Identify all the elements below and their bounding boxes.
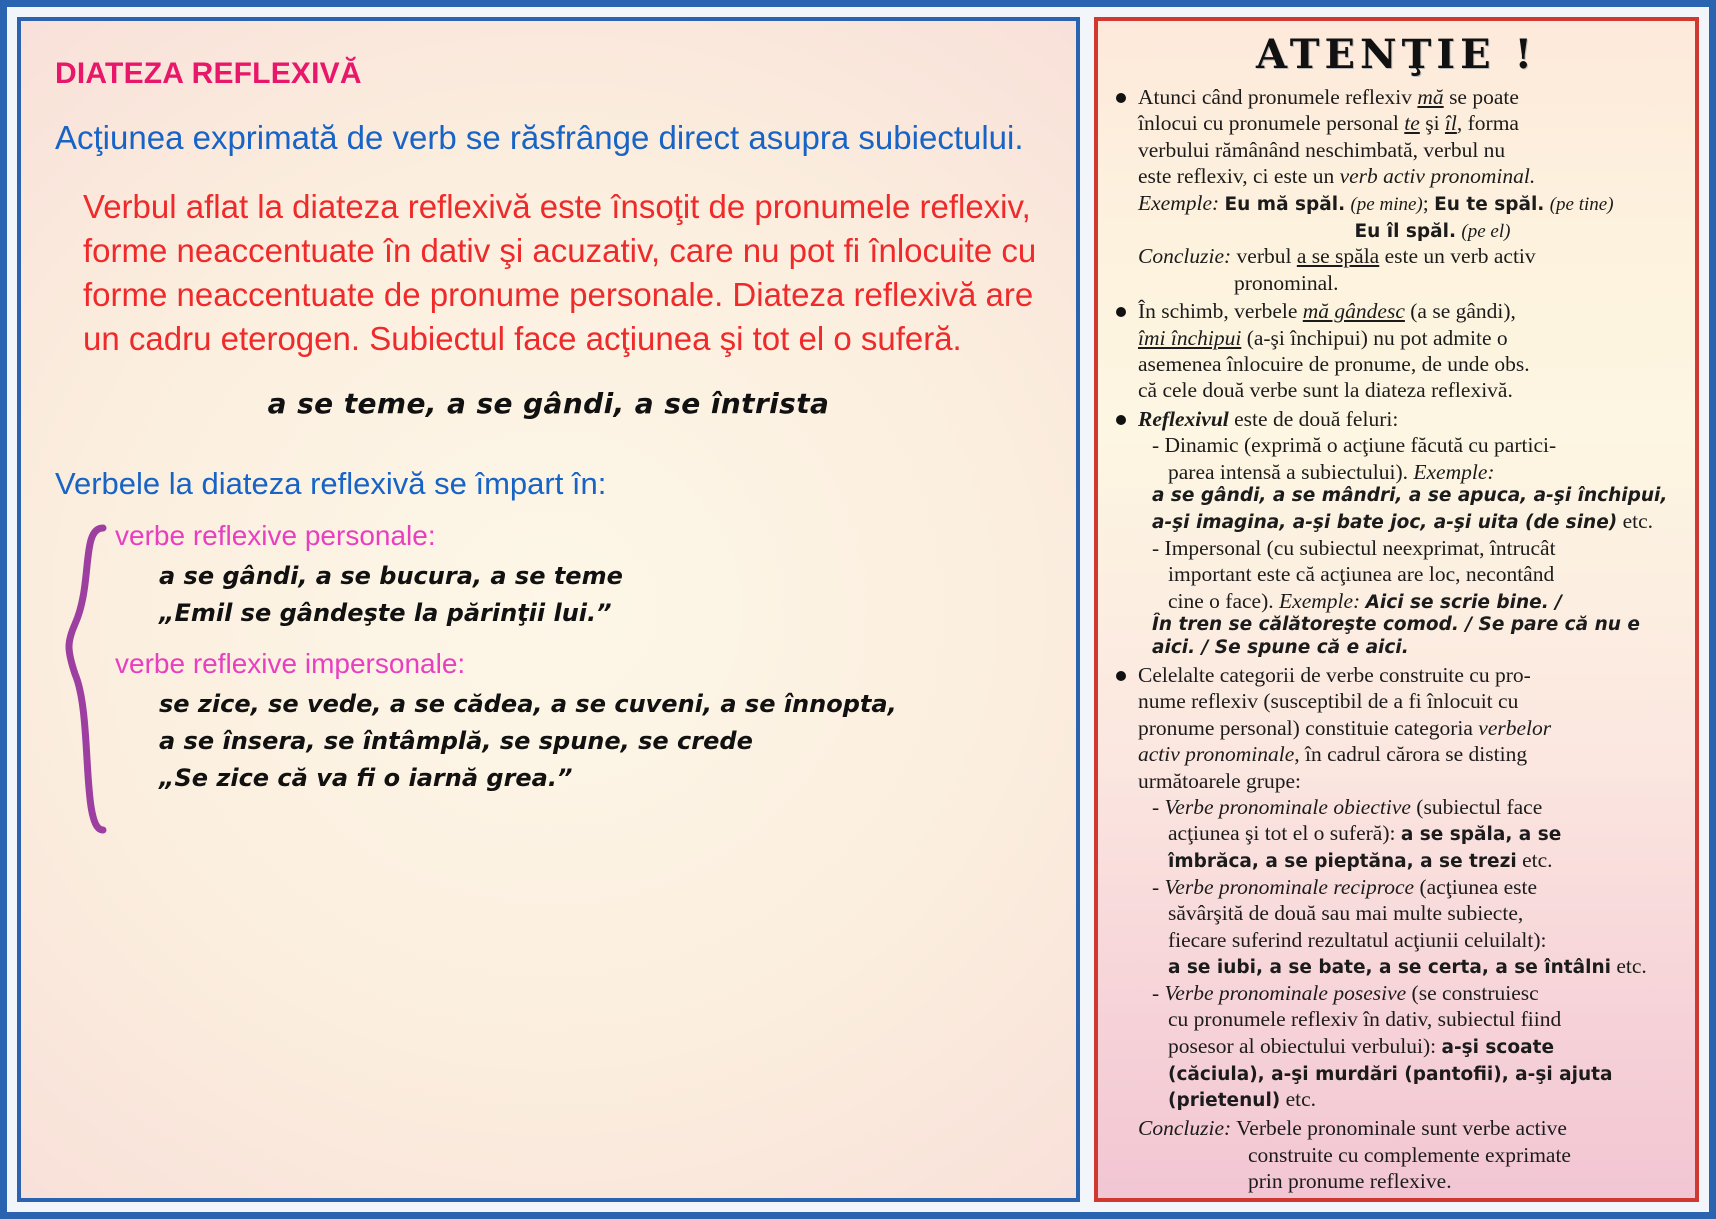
category-items-personal [159,558,1042,632]
text-run: (se construiesc [1406,981,1539,1005]
note-line: - Impersonal (cu subiectul neexprimat, întrucât [1152,535,1556,560]
note-line: construite cu complemente exprimate [1248,1142,1571,1167]
attention-notes [1112,84,1681,1194]
text-run: (acţiunea este [1414,874,1538,899]
text-run: este un verb activ [1379,244,1536,269]
note-line [1138,741,1681,767]
text-run: se poate [1443,85,1519,109]
note-line [1138,953,1681,980]
text-run-italic: - Verbe pronominale posesive [1152,981,1407,1005]
example-text: Eu îl spăl. [1354,220,1457,242]
text-run: şi [1419,111,1445,136]
note-line [1138,325,1681,351]
note-line [1138,1033,1681,1060]
conclusion-label: Concluzie: [1138,244,1232,269]
text-run-italic: activ pronominale [1138,742,1295,767]
text-run-italic: Reflexivul [1138,406,1229,431]
example-text: Eu te spăl. [1434,193,1545,215]
category-label-personal: verbe reflexive personale: [115,519,436,551]
note-line: prin pronume reflexive. [1248,1169,1452,1193]
definition-paragraph: Verbul aflat la diateza reflexivă este însoţit de pronumele reflexiv, forme neaccentuate în dativ şi acuzativ, care nu pot fi înlocuite cu forme neaccentuate de pronume personale. Diateza reflexivă are un cadru eterogen. Subiectul face acţiunea şi tot el o suferă. [83,188,1037,357]
text-run-italic: mă [1417,85,1444,109]
final-conclusion [1112,1115,1681,1194]
text-run-italic: Exemple: [1279,588,1361,613]
note-bullet-3 [1112,406,1681,660]
text-run: este reflexiv, ci este un [1138,164,1340,189]
categories-group [55,520,1042,798]
curly-brace-icon [63,524,109,834]
note-line: că cele două verbe sunt la diateza reflexivă. [1138,378,1513,403]
note-line [1138,715,1681,741]
subtitle: Verbele la diateza reflexivă se împart în: [55,465,607,501]
left-panel [17,17,1080,1202]
text-run: cine o face). [1168,588,1280,613]
category-items-impersonal [159,686,1042,798]
page-title: DIATEZA REFLEXIVĂ [55,57,362,90]
note-line [1138,110,1681,136]
list-item: a se însera, se întâmplă, se spune, se crede [159,727,753,756]
text-run: , în cadrul cărora se disting [1294,742,1528,767]
text-run-italic: Exemple: [1413,459,1495,484]
note-bullet-2 [1112,298,1681,404]
text-run: parea intensă a subiectului). [1168,459,1414,484]
text-run-bold: îmbrăca, a se pieptăna, a se trezi [1168,851,1517,873]
note-line [1138,794,1681,820]
note-line: Celelalte categorii de verbe construite cu pro- [1138,662,1531,687]
note-line [1138,1115,1681,1141]
text-run-italic: - Verbe pronominale obiective [1152,795,1411,819]
note-line: - Dinamic (exprimă o acţiune făcută cu partici- [1152,433,1557,458]
note-line: a se gândi, a se mândri, a se apuca, a-şi închipui, [1152,485,1668,507]
note-line [1138,1086,1681,1113]
list-item: „Se zice că va fi o iarnă grea.” [159,764,573,793]
text-run: (a-şi închipui) nu pot admite o [1241,325,1508,350]
example-gloss: (pe mine) [1350,193,1423,215]
note-line: cu pronumele reflexiv în dativ, subiectul fiind [1168,1007,1562,1032]
note-bullet-4 [1112,662,1681,1113]
text-run-bold: (prietenul) [1168,1090,1281,1112]
note-line: fiecare suferind rezultatul acţiunii celuilalt): [1168,927,1547,952]
note-line [1138,508,1681,535]
note-line: verbului rămânând neschimbată, verbul nu [1138,137,1506,162]
text-run-italic: verb activ pronominal. [1339,164,1536,189]
text-run-italic: îl [1444,111,1457,136]
note-line [1138,588,1681,615]
note-line: asemenea înlocuire de pronume, de unde obs. [1138,352,1530,376]
text-run: etc. [1280,1087,1317,1112]
list-item: „Emil se gândeşte la părinţii lui.” [159,598,612,627]
text-run: este de două feluri: [1228,406,1399,431]
list-item: a se gândi, a se bucura, a se teme [159,561,623,590]
note-line: următoarele grupe: [1138,768,1301,793]
note-line: săvârşită de două sau mai multe subiecte, [1168,901,1524,926]
text-run-italic: te [1404,111,1420,136]
text-run: (subiectul face [1410,795,1543,819]
note-line [1138,847,1681,874]
note-line: În tren se călătoreşte comod. / Se pare că nu e [1152,614,1640,636]
example-text: Eu mă spăl. [1224,193,1346,215]
note-line [1138,980,1681,1006]
note-line: nume reflexiv (susceptibil de a fi înlocuit cu [1138,689,1519,714]
note-line [1138,217,1681,244]
text-run-italic: verbelor [1478,715,1552,740]
text-run: Verbele pronominale sunt verbe active [1231,1116,1567,1141]
note-line [1138,84,1681,110]
text-run-bold: (căciula), a-şi murdări (pantofii), a-şi ajuta [1168,1063,1613,1085]
example-gloss: (pe tine) [1549,193,1614,215]
note-line [1138,459,1681,485]
examples-line: a se teme, a se gândi, a se întrista [267,386,830,420]
text-run-bold: Aici se scrie bine. / [1365,591,1562,613]
text-run: etc. [1617,508,1654,533]
category-label-impersonal: verbe reflexive impersonale: [115,648,466,680]
text-run: , forma [1456,111,1519,136]
text-run-italic: îmi închipui [1138,325,1242,350]
conclusion-label: Concluzie: [1138,1116,1232,1141]
note-line [1138,820,1681,847]
text-run-italic: mă gândesc [1302,299,1405,324]
note-line: aici. / Se spune că e aici. [1152,637,1409,659]
text-run: Atunci când pronumele reflexiv [1138,85,1418,109]
note-line [1138,406,1681,432]
list-item: se zice, se vede, a se cădea, a se cuveni, a se înnopta, [159,690,897,719]
example-gloss: (pe el) [1461,220,1511,242]
text-run-bold: a-şi scoate [1441,1036,1554,1058]
note-line [1138,1060,1681,1087]
note-line: pronominal. [1234,270,1339,295]
note-line [1138,298,1681,324]
poster-inner [17,17,1699,1202]
text-run: posesor al obiectului verbului): [1168,1033,1442,1058]
right-panel [1094,17,1699,1202]
text-run: În schimb, verbele [1138,299,1303,324]
text-run-bold: a se spăla, a se [1400,824,1562,846]
lead-paragraph: Acţiunea exprimată de verb se răsfrânge direct asupra subiectului. [55,119,1024,156]
examples-label: Exemple: [1138,190,1220,215]
text-run: înlocui cu pronumele personal [1138,111,1405,136]
text-run-bold: a se iubi, a se bate, a se certa, a se întâlni [1168,957,1611,979]
text-run: verbul [1231,244,1297,269]
note-line [1138,243,1681,269]
text-run-underline: a se spăla [1296,244,1380,269]
note-line: important este că acţiunea are loc, necontând [1168,562,1555,587]
note-line [1138,163,1681,189]
note-line: Exemple: Eu mă spăl. (pe mine); Eu te spăl. (pe tine) [1138,190,1614,215]
text-run: acţiunea şi tot el o suferă): [1168,821,1401,846]
text-run: (a se gândi), [1404,299,1516,324]
text-run-bold: a-şi imagina, a-şi bate joc, a-şi uita (de sine) [1152,511,1618,533]
note-bullet-1 [1112,84,1681,296]
text-run-italic: - Verbe pronominale reciproce [1152,874,1415,899]
note-line [1138,874,1681,900]
text-run: etc. [1610,954,1647,979]
text-run: etc. [1516,848,1553,873]
attention-heading: ATENŢIE ! [1255,31,1538,78]
text-run: pronume personal) constituie categoria [1138,715,1479,740]
